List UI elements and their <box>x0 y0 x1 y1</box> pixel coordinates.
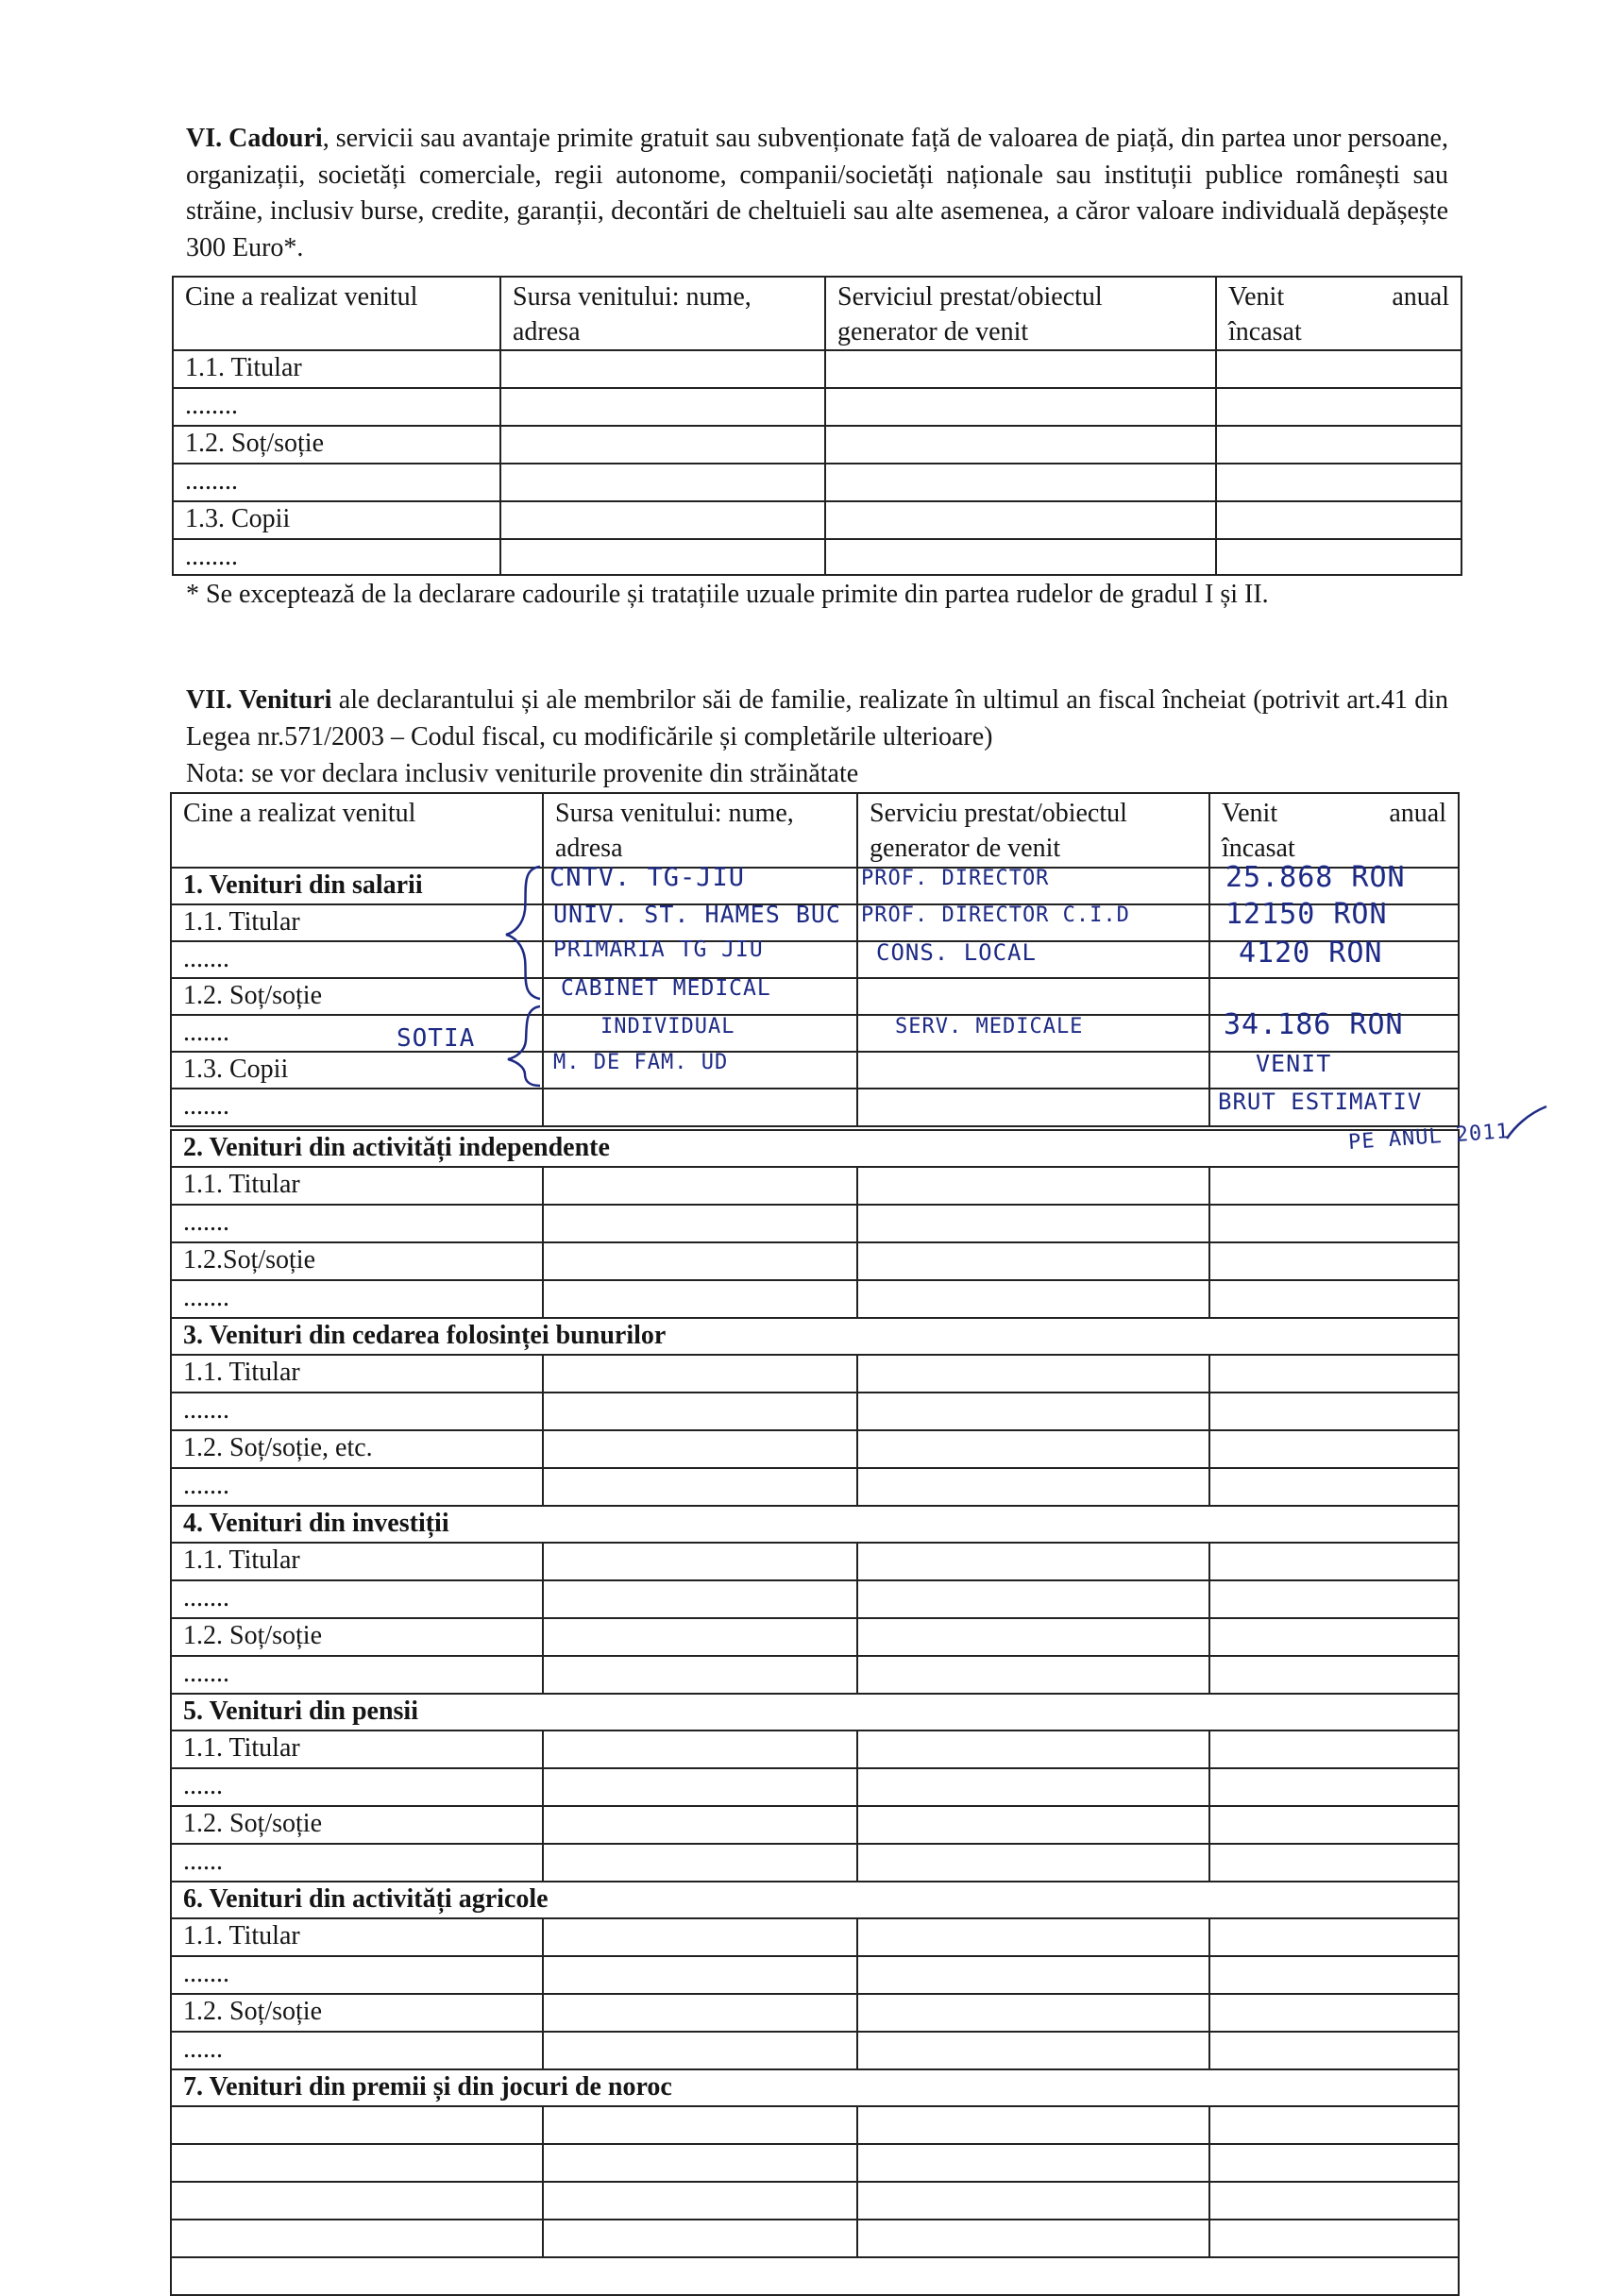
row-label: ........ <box>173 388 500 426</box>
cell <box>857 1730 1209 1768</box>
cell <box>1209 1956 1459 1994</box>
cell <box>1209 1580 1459 1618</box>
cell <box>543 2220 857 2257</box>
cell <box>857 1994 1209 2032</box>
cell <box>543 1393 857 1430</box>
cell <box>857 978 1209 1015</box>
cell <box>543 2032 857 2069</box>
row-label: 1.2.Soț/soție <box>171 1242 543 1280</box>
table-row <box>171 1393 1459 1430</box>
row-label: ....... <box>171 1089 543 1126</box>
cell <box>1209 2182 1459 2220</box>
category-title: 7. Venituri din premii și din jocuri de noroc <box>171 2069 1459 2106</box>
table-row <box>171 1205 1459 1242</box>
cell <box>1209 1205 1459 1242</box>
section-7-text: ale declarantului și ale membrilor săi de familie, realizate în ultimul an fiscal încheiat (potrivit art.41 din Legea nr.571/2003 – Codul fiscal, cu modificările și completările ulterioare) <box>186 685 1449 751</box>
section-6-intro <box>186 121 1448 266</box>
cell <box>543 2144 857 2182</box>
cell <box>1209 1730 1459 1768</box>
cell <box>543 1918 857 1956</box>
table-row <box>171 2182 1459 2220</box>
cell <box>1216 464 1461 501</box>
cell <box>857 2144 1209 2182</box>
header-service-2: generator de venit <box>870 834 1061 863</box>
cell <box>857 2220 1209 2257</box>
header-cell <box>500 277 825 350</box>
table-row <box>171 2220 1459 2257</box>
header-who: Cine a realizat venitul <box>185 282 418 312</box>
row-label: ...... <box>171 1844 543 1882</box>
table-row <box>171 1994 1459 2032</box>
cell <box>543 1618 857 1656</box>
category-row <box>171 1694 1459 1730</box>
header-cell <box>1216 277 1461 350</box>
cell <box>857 1844 1209 1882</box>
row-label: 1.2. Soț/soție <box>171 1994 543 2032</box>
cell <box>857 1355 1209 1393</box>
section-6-text: , servicii sau avantaje primite gratuit sau subvenționate față de valoarea de piață, din partea unor persoane, organizații, societăți comerciale, regii autonome, companii/societăți naționale sau instituții publice românești sau străine, inclusiv burse, credite, garanții, decontări de cheltuieli sau alte asemenea, a căror valoare individuală depășește 300 Euro*. <box>186 124 1448 262</box>
row-label: ........ <box>173 464 500 501</box>
handwritten-source-6: M. DE FAM. UD <box>553 1051 729 1074</box>
cell <box>1209 1656 1459 1694</box>
income-table-continued <box>170 1129 1460 2296</box>
handwritten-income-7: PE ANUL 2011 <box>1347 1120 1511 1155</box>
handwritten-service-1: PROF. DIRECTOR <box>861 867 1050 890</box>
row-label: ...... <box>171 2032 543 2069</box>
cell <box>1209 1918 1459 1956</box>
cell <box>543 1656 857 1694</box>
cell <box>500 501 825 539</box>
cell <box>1216 388 1461 426</box>
row-label: ....... <box>171 1656 543 1694</box>
cell <box>1209 1167 1459 1205</box>
cell <box>1209 2106 1459 2144</box>
handwritten-source-1: CNTV. TG-JIU <box>549 863 746 892</box>
table-row <box>171 1730 1459 1768</box>
row-label: ....... <box>171 1468 543 1506</box>
row-label <box>171 2220 543 2257</box>
table-row <box>171 1618 1459 1656</box>
cell <box>857 1468 1209 1506</box>
table-row <box>171 1956 1459 1994</box>
table-row <box>171 1468 1459 1506</box>
category-title: 2. Venituri din activități independente <box>171 1130 1459 1167</box>
cell <box>543 1543 857 1580</box>
cell <box>1209 1844 1459 1882</box>
row-label: 1.1. Titular <box>173 350 500 388</box>
handwritten-check-mark-icon <box>1503 1103 1550 1140</box>
cell <box>1209 1430 1459 1468</box>
row-label: ....... <box>171 1280 543 1318</box>
cell <box>500 350 825 388</box>
cell <box>543 1844 857 1882</box>
cell <box>857 1205 1209 1242</box>
handwritten-income-5: VENIT <box>1256 1050 1332 1077</box>
cell <box>857 1242 1209 1280</box>
cell <box>1209 1355 1459 1393</box>
cell <box>543 1205 857 1242</box>
category-title: 4. Venituri din investiții <box>171 1506 1459 1543</box>
handwritten-service-4: SERV. MEDICALE <box>895 1015 1084 1038</box>
cell <box>543 1355 857 1393</box>
row-label: ....... <box>171 1393 543 1430</box>
row-label: 1.1. Titular <box>171 1543 543 1580</box>
cell <box>1216 501 1461 539</box>
cell <box>825 464 1216 501</box>
row-label: ....... <box>171 1205 543 1242</box>
handwritten-brace-icon <box>502 865 544 1088</box>
header-income-collected: încasat <box>1222 834 1295 863</box>
section-7-heading: VII. Venituri <box>186 685 332 715</box>
cell <box>1209 2144 1459 2182</box>
section-7-intro <box>186 683 1448 755</box>
table-row <box>173 501 1461 539</box>
category-title: 3. Venituri din cedarea folosinței bunurilor <box>171 1318 1459 1355</box>
cell <box>1209 2032 1459 2069</box>
table-row <box>171 1280 1459 1318</box>
cell <box>543 1430 857 1468</box>
table-row <box>171 1768 1459 1806</box>
cell <box>543 1806 857 1844</box>
header-cell <box>825 277 1216 350</box>
category-row <box>171 1318 1459 1355</box>
cell <box>857 1167 1209 1205</box>
table-header <box>171 793 1459 868</box>
row-label: ....... <box>171 1956 543 1994</box>
table-header <box>173 277 1461 350</box>
table-row <box>171 1844 1459 1882</box>
table-row <box>171 1580 1459 1618</box>
header-cell <box>857 793 1209 868</box>
header-who: Cine a realizat venitul <box>183 799 416 828</box>
cell <box>1209 1280 1459 1318</box>
cell <box>1209 1768 1459 1806</box>
cell <box>1209 1618 1459 1656</box>
row-label: 1.3. Copii <box>171 1052 543 1089</box>
handwritten-source-5: INDIVIDUAL <box>600 1015 735 1038</box>
cell <box>1216 426 1461 464</box>
category-row <box>171 1882 1459 1918</box>
category-title <box>171 2257 1459 2295</box>
table-row <box>171 2144 1459 2182</box>
row-label: 1.2. Soț/soție <box>171 1618 543 1656</box>
cell <box>500 464 825 501</box>
category-row <box>171 2257 1459 2295</box>
cell <box>543 1167 857 1205</box>
table-row <box>171 1167 1459 1205</box>
row-label: ...... <box>171 1768 543 1806</box>
table-row <box>173 539 1461 575</box>
header-income: Venit <box>1222 799 1278 828</box>
table-row <box>173 426 1461 464</box>
cell <box>500 426 825 464</box>
cell <box>543 1242 857 1280</box>
cell <box>857 1956 1209 1994</box>
table-row <box>173 350 1461 388</box>
handwritten-income-4: 34.186 RON <box>1224 1008 1404 1041</box>
cell <box>1209 1393 1459 1430</box>
cell <box>543 1280 857 1318</box>
header-cell <box>171 793 543 868</box>
row-label: 1.2. Soț/soție <box>171 1806 543 1844</box>
row-label: ....... <box>171 941 543 978</box>
cell <box>543 1468 857 1506</box>
row-label: 1.2. Soț/soție <box>173 426 500 464</box>
gifts-footnote: * Se exceptează de la declarare cadourile și tratațiile uzuale primite din partea rudelor de gradul I și II. <box>186 580 1269 609</box>
section-7-note: Nota: se vor declara inclusiv veniturile provenite din străinătate <box>186 759 859 788</box>
header-source-2: adresa <box>555 834 623 863</box>
cell <box>857 1089 1209 1126</box>
header-income-collected: încasat <box>1228 317 1302 346</box>
row-label: 1.1. Titular <box>171 904 543 941</box>
section-6-heading: VI. Cadouri <box>186 124 323 153</box>
handwritten-source-3: PRIMARIA TG JIU <box>553 937 764 962</box>
gifts-table <box>172 276 1462 576</box>
header-cell <box>543 793 857 868</box>
cell <box>825 426 1216 464</box>
handwritten-source-2: UNIV. ST. HAMES BUC <box>553 901 841 928</box>
cell <box>857 1280 1209 1318</box>
table-row <box>171 1543 1459 1580</box>
category-title: 5. Venituri din pensii <box>171 1694 1459 1730</box>
cell <box>857 2182 1209 2220</box>
category-row <box>171 2069 1459 2106</box>
cell <box>543 1956 857 1994</box>
cell <box>857 1918 1209 1956</box>
cell <box>1216 350 1461 388</box>
cell <box>825 501 1216 539</box>
row-label: ....... <box>171 1580 543 1618</box>
table-row <box>171 1430 1459 1468</box>
handwritten-side-note: SOTIA <box>397 1024 476 1053</box>
cell <box>857 1052 1209 1089</box>
header-service-2: generator de venit <box>837 317 1029 346</box>
row-label: 1.1. Titular <box>171 1730 543 1768</box>
cell <box>825 350 1216 388</box>
row-label: 1.1. Titular <box>171 1167 543 1205</box>
category-title: 1. Venituri din salarii <box>171 868 543 904</box>
cell <box>543 1730 857 1768</box>
cell <box>1209 2220 1459 2257</box>
cell <box>1209 1052 1459 1089</box>
cell <box>543 1089 857 1126</box>
table-row <box>171 1242 1459 1280</box>
row-label: 1.2. Soț/soție <box>171 978 543 1015</box>
table-row <box>171 2032 1459 2069</box>
cell <box>825 388 1216 426</box>
handwritten-income-2: 12150 RON <box>1225 898 1388 931</box>
handwritten-service-2: PROF. DIRECTOR C.I.D <box>861 903 1130 927</box>
header-income: Venit <box>1228 282 1285 312</box>
header-source: Sursa venitului: nume, <box>513 282 752 312</box>
handwritten-income-1: 25.868 RON <box>1225 861 1406 894</box>
cell <box>825 539 1216 575</box>
cell <box>857 2106 1209 2144</box>
cell <box>500 388 825 426</box>
header-source: Sursa venitului: nume, <box>555 799 794 828</box>
table-row <box>171 1806 1459 1844</box>
cell <box>1209 1543 1459 1580</box>
row-label: ........ <box>173 539 500 575</box>
row-label <box>171 2106 543 2144</box>
cell <box>857 1618 1209 1656</box>
cell <box>500 539 825 575</box>
cell <box>857 2032 1209 2069</box>
row-label <box>171 2144 543 2182</box>
table-row <box>171 1355 1459 1393</box>
handwritten-income-3: 4120 RON <box>1239 937 1383 970</box>
cell <box>857 1543 1209 1580</box>
handwritten-source-4: CABINET MEDICAL <box>561 976 771 1001</box>
cell <box>857 1393 1209 1430</box>
cell <box>857 1768 1209 1806</box>
header-service: Serviciul prestat/obiectul <box>837 282 1103 312</box>
category-title: 6. Venituri din activități agricole <box>171 1882 1459 1918</box>
cell <box>857 1580 1209 1618</box>
cell <box>1209 1994 1459 2032</box>
cell <box>857 1806 1209 1844</box>
table-row <box>171 1918 1459 1956</box>
category-row <box>171 1130 1459 1167</box>
cell <box>1209 1806 1459 1844</box>
cell <box>857 1430 1209 1468</box>
header-cell <box>173 277 500 350</box>
cell <box>1216 539 1461 575</box>
header-source-2: adresa <box>513 317 581 346</box>
cell <box>543 2182 857 2220</box>
header-service: Serviciu prestat/obiectul <box>870 799 1127 828</box>
handwritten-service-3: CONS. LOCAL <box>876 939 1037 966</box>
header-income-annual: anual <box>1392 282 1449 312</box>
row-label: 1.1. Titular <box>171 1355 543 1393</box>
table-row <box>173 464 1461 501</box>
row-label <box>171 2182 543 2220</box>
cell <box>543 1994 857 2032</box>
cell <box>543 1768 857 1806</box>
cell <box>1209 1468 1459 1506</box>
cell <box>543 2106 857 2144</box>
handwritten-income-6: BRUT ESTIMATIV <box>1218 1089 1423 1115</box>
table-row <box>171 2106 1459 2144</box>
header-income-annual: anual <box>1389 799 1446 828</box>
cell <box>1209 1242 1459 1280</box>
row-label: ....... <box>171 1015 543 1052</box>
table-row <box>173 388 1461 426</box>
cell <box>857 1656 1209 1694</box>
header-cell <box>1209 793 1459 868</box>
cell <box>543 1580 857 1618</box>
category-row <box>171 1506 1459 1543</box>
row-label: 1.3. Copii <box>173 501 500 539</box>
row-label: 1.2. Soț/soție, etc. <box>171 1430 543 1468</box>
table-row <box>171 1656 1459 1694</box>
row-label: 1.1. Titular <box>171 1918 543 1956</box>
